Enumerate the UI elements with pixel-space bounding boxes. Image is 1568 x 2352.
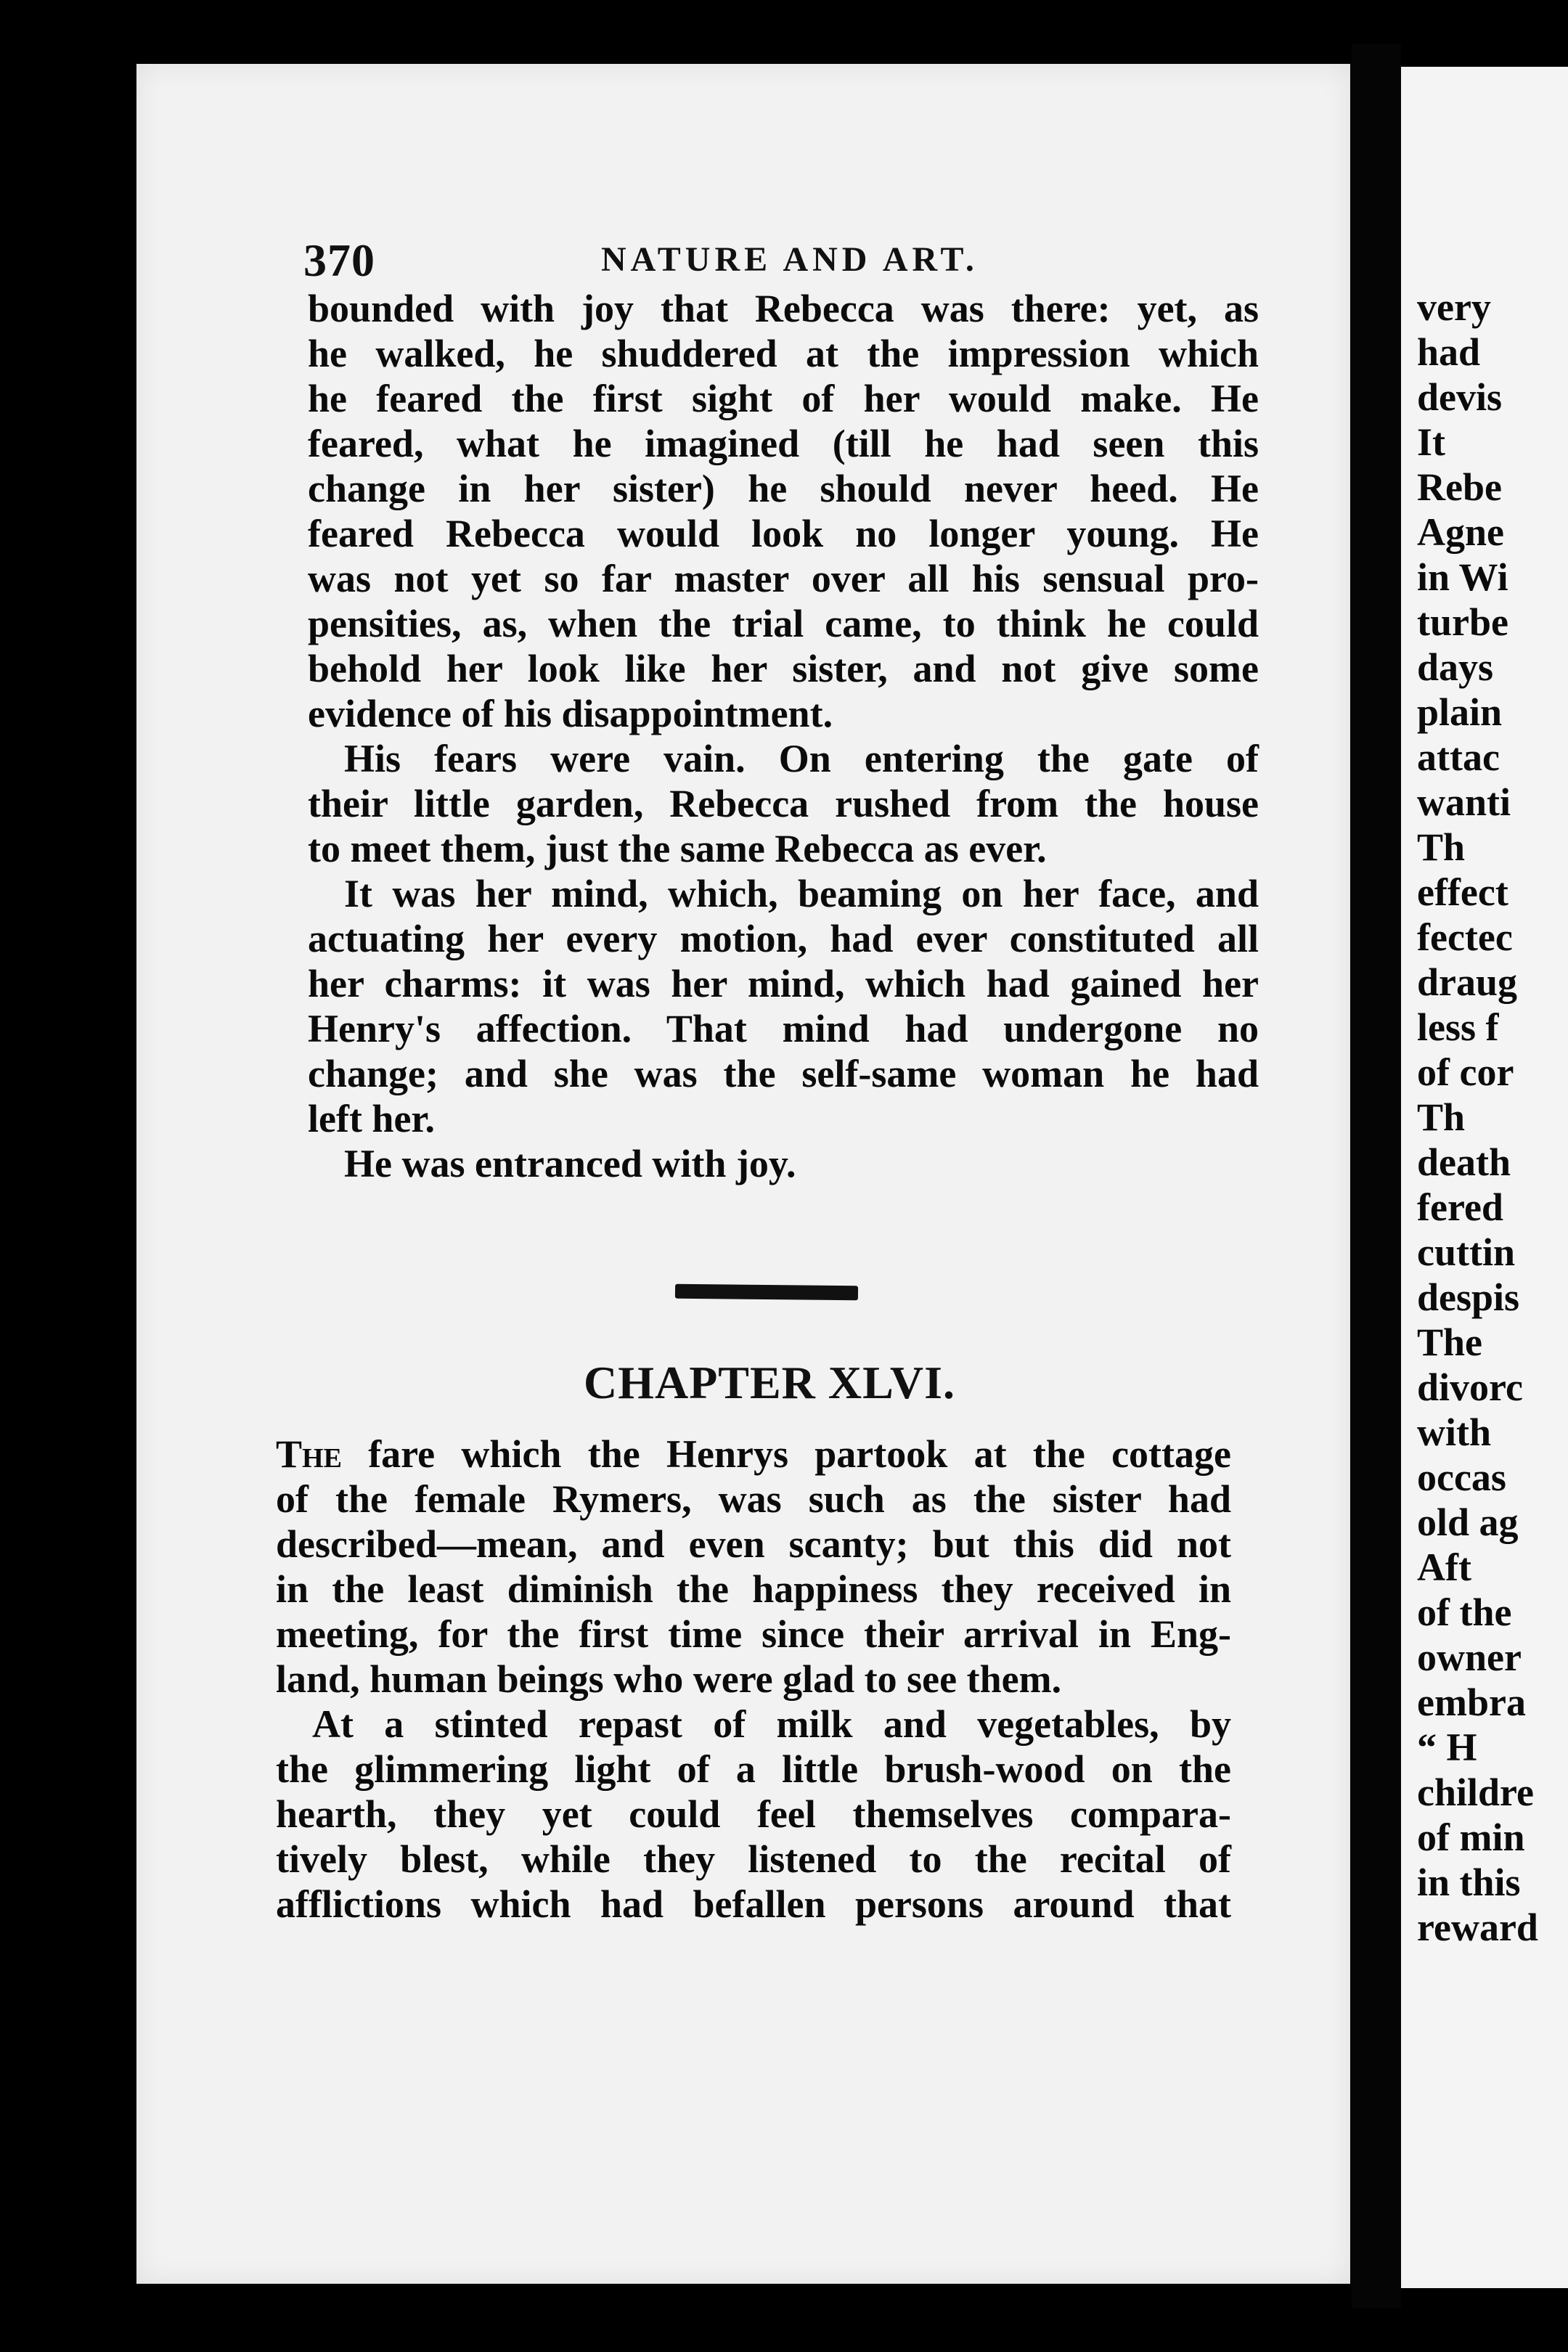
text-line: It was her mind, which, beaming on her face, and bbox=[344, 872, 1259, 915]
text-line: feared, what he imagined (till he had seen this bbox=[308, 422, 1259, 465]
text-line: left her. bbox=[308, 1097, 435, 1140]
right-page-line: occas bbox=[1417, 1455, 1506, 1499]
right-page-line: turbe bbox=[1417, 600, 1508, 644]
right-page-line: cuttin bbox=[1417, 1230, 1515, 1274]
section-divider-rule bbox=[675, 1284, 858, 1301]
chapter-heading: CHAPTER XLVI. bbox=[583, 1357, 956, 1408]
text-line: he feared the first sight of her would make. He bbox=[308, 377, 1259, 420]
text-line: At a stinted repast of milk and vegetables, by bbox=[312, 1702, 1231, 1746]
text-line: tively blest, while they listened to the recital of bbox=[276, 1837, 1231, 1881]
text-line: their little garden, Rebecca rushed from the house bbox=[308, 782, 1259, 825]
body-text-bottom bbox=[276, 1432, 1231, 1927]
right-page-line: despis bbox=[1417, 1275, 1520, 1319]
text-line: hearth, they yet could feel themselves compara- bbox=[276, 1792, 1231, 1836]
text-line: the glimmering light of a little brush-wood on the bbox=[276, 1747, 1231, 1791]
right-page-line: “ H bbox=[1417, 1726, 1477, 1769]
text-line: her charms: it was her mind, which had gained her bbox=[308, 962, 1259, 1005]
text-line: land, human beings who were glad to see them. bbox=[276, 1657, 1062, 1701]
right-page-line: Th bbox=[1417, 1095, 1466, 1139]
running-title: NATURE AND ART. bbox=[601, 240, 979, 279]
right-page-line: fered bbox=[1417, 1185, 1503, 1229]
right-page-line: with bbox=[1417, 1410, 1492, 1454]
text-line: The fare which the Henrys partook at the cottage bbox=[276, 1432, 1231, 1476]
right-page-line: The bbox=[1417, 1320, 1483, 1364]
text-line: in the least diminish the happiness they received in bbox=[276, 1567, 1231, 1611]
right-page-line: divorc bbox=[1417, 1365, 1523, 1409]
right-page-line: childre bbox=[1417, 1771, 1534, 1814]
right-page-line: of cor bbox=[1417, 1050, 1514, 1094]
first-word: The bbox=[276, 1432, 342, 1476]
page-gutter bbox=[1352, 44, 1401, 2308]
right-page-line: attac bbox=[1417, 735, 1500, 779]
text-line: behold her look like her sister, and not give some bbox=[308, 647, 1259, 690]
text-line: described—mean, and even scanty; but this did not bbox=[276, 1522, 1231, 1566]
right-page-line: in Wi bbox=[1417, 555, 1508, 599]
right-page-line: effect bbox=[1417, 870, 1508, 914]
right-page-line: It bbox=[1417, 420, 1445, 464]
right-page-line: had bbox=[1417, 330, 1481, 374]
right-page-line: of the bbox=[1417, 1591, 1512, 1634]
right-page-line: fectec bbox=[1417, 915, 1513, 959]
right-page-line: wanti bbox=[1417, 780, 1511, 824]
text-line: He was entranced with joy. bbox=[344, 1142, 796, 1185]
right-page-line: death bbox=[1417, 1140, 1511, 1184]
right-page-line: of min bbox=[1417, 1816, 1525, 1859]
right-page-line: Agne bbox=[1417, 510, 1504, 554]
text-line: was not yet so far master over all his sensual pro- bbox=[308, 557, 1259, 600]
right-page-line: less f bbox=[1417, 1005, 1499, 1049]
right-page bbox=[1401, 67, 1568, 2288]
right-page-line: Aft bbox=[1417, 1545, 1471, 1589]
right-page-line: draug bbox=[1417, 960, 1518, 1004]
text-line: to meet them, just the same Rebecca as ever. bbox=[308, 827, 1047, 870]
text-line: His fears were vain. On entering the gate of bbox=[344, 737, 1259, 780]
text-line: evidence of his disappointment. bbox=[308, 692, 833, 735]
text-line: Henry's affection. That mind had undergone no bbox=[308, 1007, 1259, 1050]
text-line: feared Rebecca would look no longer young. He bbox=[308, 512, 1259, 555]
right-page-line: days bbox=[1417, 645, 1494, 689]
text-line: afflictions which had befallen persons around that bbox=[276, 1882, 1231, 1926]
text-line: meeting, for the first time since their arrival in Eng- bbox=[276, 1612, 1231, 1656]
right-page-line: in this bbox=[1417, 1861, 1521, 1904]
right-page-text bbox=[1417, 285, 1538, 1950]
text-line: bounded with joy that Rebecca was there: yet, as bbox=[308, 287, 1259, 330]
right-page-line: embra bbox=[1417, 1681, 1526, 1724]
text-line: change in her sister) he should never heed. He bbox=[308, 467, 1259, 510]
right-page-line: Rebe bbox=[1417, 465, 1502, 509]
right-page-line: reward bbox=[1417, 1906, 1538, 1949]
right-page-line: Th bbox=[1417, 825, 1466, 869]
text-line: pensities, as, when the trial came, to think he could bbox=[308, 602, 1259, 645]
running-head bbox=[303, 234, 1262, 292]
text-line: actuating her every motion, had ever constituted all bbox=[308, 917, 1259, 960]
right-page-line: old ag bbox=[1417, 1500, 1519, 1544]
right-page-line: devis bbox=[1417, 375, 1503, 419]
page-number: 370 bbox=[303, 234, 375, 286]
text-line: change; and she was the self-same woman he had bbox=[308, 1052, 1259, 1095]
text-line: he walked, he shuddered at the impression which bbox=[308, 332, 1259, 375]
text-line: of the female Rymers, was such as the sister had bbox=[276, 1477, 1231, 1521]
right-page-line: plain bbox=[1417, 690, 1503, 734]
right-page-line: very bbox=[1417, 285, 1491, 329]
right-page-line: owner bbox=[1417, 1636, 1522, 1679]
body-text-top bbox=[308, 286, 1259, 1186]
